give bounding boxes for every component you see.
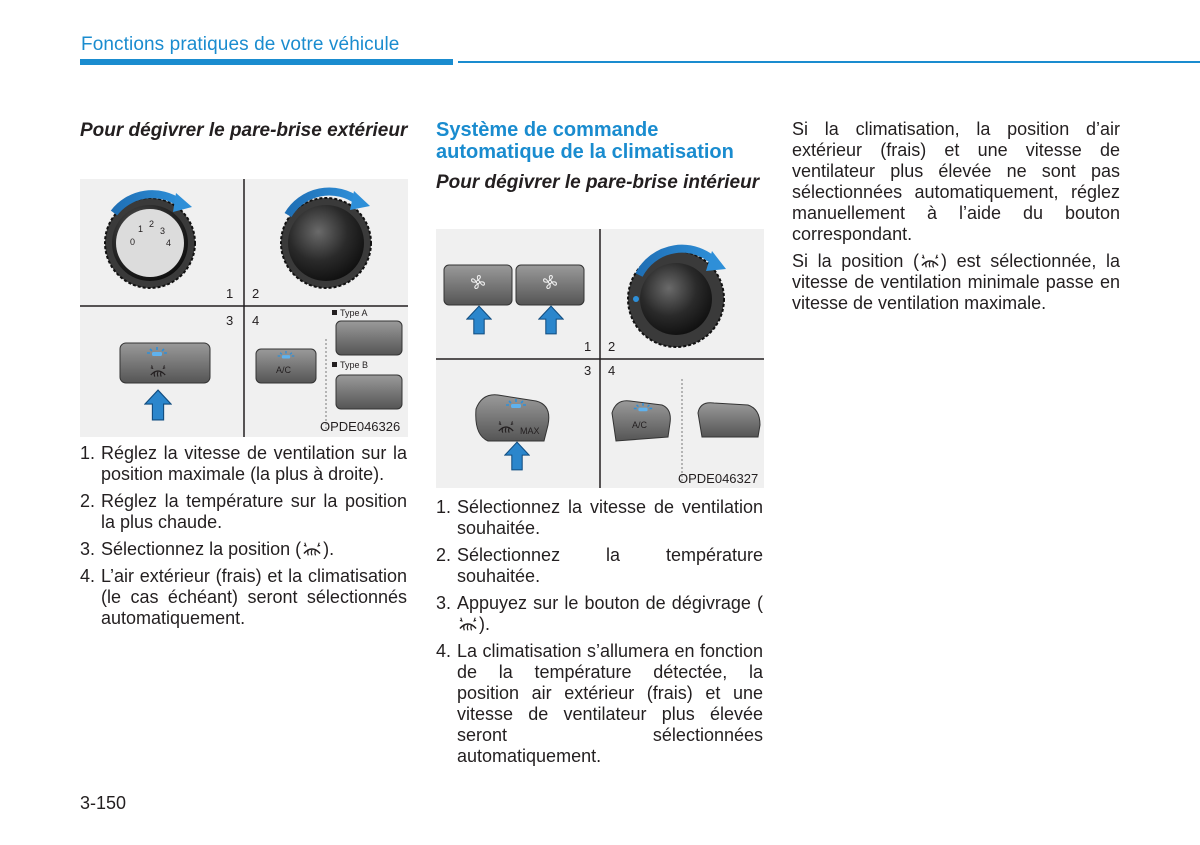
figure-exterior-defrost: [80, 179, 408, 437]
dial1-mark: 2: [149, 219, 155, 229]
left-heading: Pour dégivrer le pare-brise extérieur: [80, 120, 408, 141]
type-a-label: Type A: [340, 308, 368, 318]
step-text: L’air extérieur (frais) et la climatisation (le cas échéant) seront sélectionnés automatiquement.: [101, 566, 407, 628]
running-header: Fonctions pratiques de votre véhicule: [81, 34, 400, 55]
fig-num-1: 1: [584, 339, 592, 354]
front-defrost-icon: [919, 252, 941, 270]
front-defrost-icon: [457, 615, 479, 633]
middle-heading: Pour dégivrer le pare-brise intérieur: [436, 172, 760, 193]
middle-steps-list: [436, 497, 763, 773]
step-text: La climatisation s’allumera en fonction de la température détectée, la position air extérieur (frais) et une vitesse de ventilateur plus élevée seront sélectionnées automatiquement.: [457, 641, 763, 766]
step-number: 4.: [436, 641, 452, 661]
para2-after: ) est sélectionnée, la vitesse de ventilation minimale passe en vitesse de ventilation maximale.: [792, 251, 1120, 313]
list-item: [80, 443, 407, 485]
step-text: Sélectionnez la température souhaitée.: [457, 545, 763, 586]
dial1-mark: 0: [130, 237, 136, 247]
step-number: 3.: [80, 539, 96, 559]
front-defrost-icon: [301, 540, 323, 558]
dial1-mark: 4: [166, 238, 172, 248]
left-steps-list: [80, 443, 407, 635]
list-item: [436, 593, 763, 635]
type-b-label: Type B: [340, 360, 369, 370]
dial1-mark: 1: [138, 224, 144, 234]
max-label: MAX: [520, 426, 540, 436]
fig-num-3: 3: [584, 363, 592, 378]
dial1-mark: 3: [160, 226, 166, 236]
header-rule-thick: [80, 59, 453, 65]
fig-num-2: 2: [608, 339, 616, 354]
step-number: 2.: [436, 545, 452, 565]
step-number: 1.: [80, 443, 96, 463]
fig-num-3: 3: [226, 313, 234, 328]
step-number: 1.: [436, 497, 452, 517]
fig-num-4: 4: [608, 363, 616, 378]
right-paragraph-1: Si la climatisation, la position d’air extérieur (frais) et une vitesse de ventilateur plus élevée ne sont pas sélectionnées automatiquement, réglez manuellement à l’aide du bouton correspondant.: [792, 119, 1120, 244]
para2-before: Si la position (: [792, 251, 919, 271]
step-text: Réglez la vitesse de ventilation sur la position maximale (la plus à droite).: [101, 443, 407, 484]
step-number: 3.: [436, 593, 452, 613]
right-paragraph-2: [792, 251, 1120, 314]
up-arrow-icon: [145, 390, 171, 420]
ac-label: A/C: [632, 420, 648, 430]
step-text-before: Appuyez sur le bouton de dégivrage (: [457, 593, 763, 613]
step-text: Réglez la température sur la position la plus chaude.: [101, 491, 407, 532]
step-text: Sélectionnez la vitesse de ventilation souhaitée.: [457, 497, 763, 538]
list-item: [80, 566, 407, 629]
step-text-after: ).: [323, 539, 335, 559]
figure-interior-defrost: [436, 229, 764, 488]
page-number: 3-150: [80, 793, 127, 813]
list-item: [80, 491, 407, 533]
figure-code: OPDE046326: [320, 419, 401, 434]
list-item: [436, 641, 763, 767]
section-title: Système de commande automatique de la climatisation: [436, 119, 734, 163]
fig-num-1: 1: [226, 286, 234, 301]
figure-code: OPDE046327: [678, 471, 759, 486]
fig-num-4: 4: [252, 313, 260, 328]
list-item: [436, 497, 763, 539]
list-item: [80, 539, 407, 560]
step-text-after: ).: [479, 614, 490, 634]
step-number: 4.: [80, 566, 96, 586]
fig-num-2: 2: [252, 286, 260, 301]
header-rule-thin: [458, 61, 1200, 63]
step-number: 2.: [80, 491, 96, 511]
ac-label: A/C: [276, 365, 292, 375]
step-text-before: Sélectionnez la position (: [101, 539, 302, 559]
list-item: [436, 545, 763, 587]
